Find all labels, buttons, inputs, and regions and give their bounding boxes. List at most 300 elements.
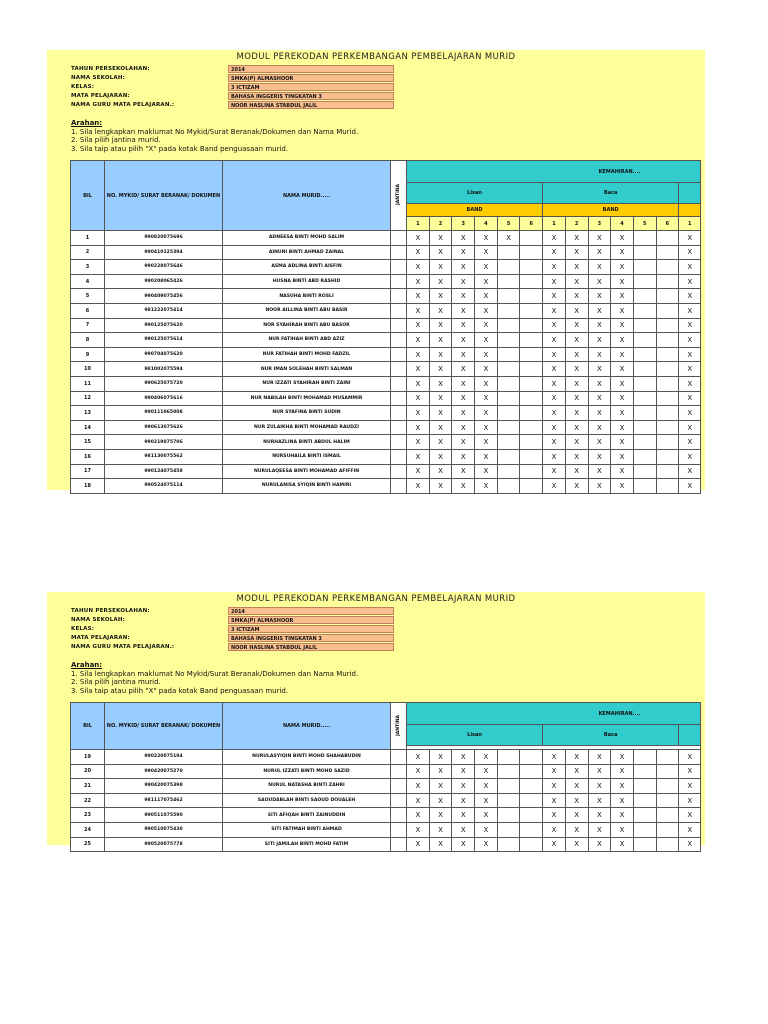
cell-band-lisan[interactable]: X: [407, 260, 430, 275]
cell-mykid[interactable]: 990219075706: [105, 435, 223, 450]
cell-band-lisan[interactable]: [497, 822, 520, 837]
cell-nama[interactable]: SITI FATIMAH BINTI AHMAD: [223, 822, 391, 837]
cell-band-lisan[interactable]: X: [475, 347, 498, 362]
cell-nama[interactable]: NUR NABILAH BINTI MOHAMAD MUSAMMIR: [223, 391, 391, 406]
cell-band-lisan[interactable]: [520, 245, 543, 260]
cell-band-baca[interactable]: [656, 779, 679, 794]
cell-band-lisan[interactable]: X: [407, 822, 430, 837]
cell-band-lisan[interactable]: X: [475, 764, 498, 779]
cell-band-lisan[interactable]: X: [407, 231, 430, 246]
cell-nama[interactable]: NURHAZLINA BINTI ABDUL HALIM: [223, 435, 391, 450]
cell-mykid[interactable]: 981130075562: [105, 449, 223, 464]
cell-nama[interactable]: NUR IMAN SOLEHAH BINTI SALMAN: [223, 362, 391, 377]
cell-band-baca[interactable]: X: [565, 347, 588, 362]
cell-jantina[interactable]: [391, 822, 407, 837]
cell-band-baca[interactable]: [633, 837, 656, 852]
cell-jantina[interactable]: [391, 406, 407, 421]
cell-band-baca[interactable]: [656, 318, 679, 333]
cell-band-baca[interactable]: X: [543, 435, 566, 450]
cell-band-baca[interactable]: X: [565, 464, 588, 479]
cell-band-lisan[interactable]: [497, 318, 520, 333]
cell-nama[interactable]: NOR SYAHIRAH BINTI ABU BASOR: [223, 318, 391, 333]
cell-band-baca[interactable]: X: [611, 333, 634, 348]
cell-mykid[interactable]: 990511075590: [105, 808, 223, 823]
cell-band-baca[interactable]: X: [611, 362, 634, 377]
cell-band-baca[interactable]: [656, 260, 679, 275]
cell-band-baca[interactable]: X: [565, 391, 588, 406]
cell-band-baca[interactable]: [656, 750, 679, 765]
cell-band-lisan[interactable]: X: [429, 464, 452, 479]
cell-band-lisan[interactable]: X: [452, 779, 475, 794]
cell-band-baca[interactable]: [633, 822, 656, 837]
cell-band-extra[interactable]: X: [679, 347, 701, 362]
cell-jantina[interactable]: [391, 347, 407, 362]
info-value-sekolah[interactable]: SMKA(P) ALMASHOOR: [228, 616, 394, 624]
cell-band-baca[interactable]: [633, 808, 656, 823]
info-value-tahun[interactable]: 2014: [228, 607, 394, 615]
cell-band-baca[interactable]: X: [588, 347, 611, 362]
cell-band-lisan[interactable]: [497, 435, 520, 450]
cell-band-baca[interactable]: X: [588, 808, 611, 823]
cell-band-lisan[interactable]: X: [407, 303, 430, 318]
cell-band-lisan[interactable]: X: [452, 231, 475, 246]
cell-band-lisan[interactable]: X: [475, 362, 498, 377]
cell-band-baca[interactable]: [656, 449, 679, 464]
cell-band-lisan[interactable]: [520, 376, 543, 391]
cell-band-baca[interactable]: X: [543, 793, 566, 808]
cell-band-lisan[interactable]: X: [452, 764, 475, 779]
cell-band-lisan[interactable]: X: [407, 464, 430, 479]
cell-band-lisan[interactable]: X: [475, 406, 498, 421]
cell-band-baca[interactable]: X: [565, 274, 588, 289]
cell-band-lisan[interactable]: X: [429, 764, 452, 779]
cell-band-lisan[interactable]: X: [429, 406, 452, 421]
cell-band-baca[interactable]: X: [565, 318, 588, 333]
cell-band-lisan[interactable]: X: [452, 376, 475, 391]
cell-band-lisan[interactable]: X: [429, 245, 452, 260]
cell-band-lisan[interactable]: X: [407, 779, 430, 794]
cell-band-lisan[interactable]: X: [475, 449, 498, 464]
cell-band-baca[interactable]: [633, 391, 656, 406]
cell-jantina[interactable]: [391, 362, 407, 377]
cell-nama[interactable]: NUR FATIHAH BINTI MOHD FADZIL: [223, 347, 391, 362]
cell-band-baca[interactable]: X: [611, 808, 634, 823]
info-value-tahun[interactable]: 2014: [228, 65, 394, 73]
cell-band-lisan[interactable]: X: [429, 435, 452, 450]
cell-nama[interactable]: ASMA ADLINA BINTI AISFIN: [223, 260, 391, 275]
cell-band-lisan[interactable]: [497, 420, 520, 435]
cell-band-baca[interactable]: X: [565, 231, 588, 246]
cell-band-baca[interactable]: X: [565, 406, 588, 421]
cell-band-baca[interactable]: X: [588, 750, 611, 765]
cell-band-baca[interactable]: X: [588, 479, 611, 494]
cell-band-baca[interactable]: X: [565, 479, 588, 494]
cell-band-baca[interactable]: [633, 793, 656, 808]
cell-band-baca[interactable]: X: [543, 274, 566, 289]
cell-band-lisan[interactable]: X: [475, 260, 498, 275]
cell-mykid[interactable]: 990228075646: [105, 260, 223, 275]
cell-mykid[interactable]: 990524075114: [105, 479, 223, 494]
cell-nama[interactable]: SITI JAMILAH BINTI MOHD FATIM: [223, 837, 391, 852]
cell-band-lisan[interactable]: [497, 391, 520, 406]
cell-band-baca[interactable]: [656, 464, 679, 479]
cell-band-baca[interactable]: X: [611, 303, 634, 318]
cell-jantina[interactable]: [391, 333, 407, 348]
cell-band-extra[interactable]: X: [679, 479, 701, 494]
cell-band-lisan[interactable]: [520, 303, 543, 318]
cell-band-baca[interactable]: [633, 274, 656, 289]
cell-jantina[interactable]: [391, 793, 407, 808]
cell-band-baca[interactable]: [656, 333, 679, 348]
cell-band-baca[interactable]: X: [611, 750, 634, 765]
cell-band-baca[interactable]: X: [588, 464, 611, 479]
cell-band-lisan[interactable]: X: [407, 793, 430, 808]
cell-band-lisan[interactable]: [520, 274, 543, 289]
cell-band-lisan[interactable]: X: [407, 479, 430, 494]
cell-jantina[interactable]: [391, 391, 407, 406]
cell-band-baca[interactable]: X: [565, 435, 588, 450]
cell-band-lisan[interactable]: X: [475, 479, 498, 494]
cell-band-baca[interactable]: X: [543, 318, 566, 333]
cell-band-baca[interactable]: [656, 808, 679, 823]
cell-band-baca[interactable]: X: [611, 435, 634, 450]
cell-band-baca[interactable]: X: [565, 260, 588, 275]
cell-band-lisan[interactable]: X: [407, 274, 430, 289]
cell-band-baca[interactable]: X: [543, 376, 566, 391]
cell-band-baca[interactable]: X: [588, 303, 611, 318]
cell-band-lisan[interactable]: [520, 420, 543, 435]
cell-band-extra[interactable]: X: [679, 779, 701, 794]
cell-band-baca[interactable]: X: [543, 464, 566, 479]
cell-mykid[interactable]: 990125075620: [105, 318, 223, 333]
cell-band-baca[interactable]: X: [565, 289, 588, 304]
cell-band-baca[interactable]: [656, 435, 679, 450]
cell-band-baca[interactable]: X: [611, 318, 634, 333]
cell-band-lisan[interactable]: X: [452, 333, 475, 348]
cell-band-extra[interactable]: X: [679, 260, 701, 275]
cell-jantina[interactable]: [391, 435, 407, 450]
cell-band-baca[interactable]: [633, 764, 656, 779]
cell-band-lisan[interactable]: [520, 318, 543, 333]
cell-band-baca[interactable]: X: [588, 376, 611, 391]
cell-band-baca[interactable]: [633, 333, 656, 348]
cell-band-baca[interactable]: X: [588, 362, 611, 377]
cell-nama[interactable]: NUR ZULAIKHA BINTI MOHAMAD RAUDZI: [223, 420, 391, 435]
cell-band-lisan[interactable]: [497, 274, 520, 289]
cell-nama[interactable]: NURULANISA SYIQIN BINTI HAMIRI: [223, 479, 391, 494]
cell-band-lisan[interactable]: X: [475, 750, 498, 765]
cell-band-lisan[interactable]: [497, 779, 520, 794]
cell-jantina[interactable]: [391, 449, 407, 464]
cell-band-lisan[interactable]: X: [452, 420, 475, 435]
cell-band-lisan[interactable]: X: [429, 260, 452, 275]
cell-band-lisan[interactable]: X: [407, 245, 430, 260]
cell-band-baca[interactable]: X: [543, 245, 566, 260]
cell-nama[interactable]: NURULASYIQIN BINTI MOHD SHAHABUDIN: [223, 750, 391, 765]
cell-band-lisan[interactable]: X: [475, 274, 498, 289]
cell-band-lisan[interactable]: X: [452, 750, 475, 765]
cell-band-lisan[interactable]: [520, 764, 543, 779]
cell-band-lisan[interactable]: X: [452, 464, 475, 479]
cell-band-extra[interactable]: X: [679, 376, 701, 391]
cell-nama[interactable]: NURULAQEESA BINTI MOHAMAD AFIFFIN: [223, 464, 391, 479]
cell-band-lisan[interactable]: X: [452, 808, 475, 823]
cell-band-lisan[interactable]: X: [429, 793, 452, 808]
cell-band-baca[interactable]: X: [588, 779, 611, 794]
cell-band-baca[interactable]: X: [611, 289, 634, 304]
cell-band-lisan[interactable]: X: [475, 779, 498, 794]
cell-band-lisan[interactable]: X: [429, 347, 452, 362]
cell-band-lisan[interactable]: X: [429, 231, 452, 246]
cell-band-baca[interactable]: [656, 289, 679, 304]
cell-band-lisan[interactable]: X: [475, 837, 498, 852]
cell-band-lisan[interactable]: X: [429, 274, 452, 289]
cell-band-lisan[interactable]: [497, 303, 520, 318]
cell-band-baca[interactable]: [633, 750, 656, 765]
cell-band-baca[interactable]: [656, 245, 679, 260]
cell-band-lisan[interactable]: X: [429, 391, 452, 406]
cell-band-baca[interactable]: X: [565, 750, 588, 765]
cell-band-lisan[interactable]: X: [475, 435, 498, 450]
cell-band-lisan[interactable]: [520, 435, 543, 450]
cell-band-baca[interactable]: X: [565, 420, 588, 435]
info-value-guru[interactable]: NOOR HASLINA STABDUL JALIL: [228, 101, 394, 109]
cell-band-baca[interactable]: X: [565, 333, 588, 348]
cell-band-lisan[interactable]: [497, 406, 520, 421]
cell-band-lisan[interactable]: [497, 764, 520, 779]
cell-jantina[interactable]: [391, 318, 407, 333]
cell-band-lisan[interactable]: [497, 479, 520, 494]
cell-mykid[interactable]: 990510075430: [105, 822, 223, 837]
cell-band-baca[interactable]: X: [611, 779, 634, 794]
cell-band-lisan[interactable]: [497, 464, 520, 479]
cell-band-baca[interactable]: X: [611, 793, 634, 808]
cell-jantina[interactable]: [391, 479, 407, 494]
cell-band-extra[interactable]: X: [679, 449, 701, 464]
cell-band-lisan[interactable]: [520, 837, 543, 852]
cell-band-baca[interactable]: [656, 347, 679, 362]
cell-jantina[interactable]: [391, 837, 407, 852]
cell-band-extra[interactable]: X: [679, 420, 701, 435]
cell-nama[interactable]: NUR IZZATI SYAHIRAH BINTI ZAINI: [223, 376, 391, 391]
cell-band-lisan[interactable]: X: [452, 289, 475, 304]
cell-band-baca[interactable]: X: [543, 391, 566, 406]
cell-band-baca[interactable]: X: [611, 837, 634, 852]
cell-band-lisan[interactable]: [520, 347, 543, 362]
cell-band-extra[interactable]: X: [679, 764, 701, 779]
cell-mykid[interactable]: 990420075398: [105, 779, 223, 794]
cell-band-baca[interactable]: X: [565, 793, 588, 808]
cell-band-baca[interactable]: [633, 362, 656, 377]
cell-band-extra[interactable]: X: [679, 391, 701, 406]
cell-band-lisan[interactable]: X: [407, 764, 430, 779]
cell-band-lisan[interactable]: X: [452, 260, 475, 275]
cell-band-baca[interactable]: X: [588, 231, 611, 246]
cell-band-baca[interactable]: X: [543, 289, 566, 304]
cell-band-baca[interactable]: [633, 479, 656, 494]
cell-band-lisan[interactable]: [520, 793, 543, 808]
cell-band-baca[interactable]: X: [565, 376, 588, 391]
cell-band-baca[interactable]: X: [588, 435, 611, 450]
cell-band-lisan[interactable]: X: [475, 231, 498, 246]
cell-band-baca[interactable]: [656, 822, 679, 837]
cell-band-baca[interactable]: [633, 435, 656, 450]
cell-band-lisan[interactable]: X: [407, 449, 430, 464]
cell-band-lisan[interactable]: X: [407, 347, 430, 362]
cell-band-baca[interactable]: [656, 479, 679, 494]
cell-band-baca[interactable]: [633, 260, 656, 275]
cell-nama[interactable]: NASUHA BINTI ROSLI: [223, 289, 391, 304]
cell-band-lisan[interactable]: [520, 822, 543, 837]
cell-band-lisan[interactable]: [520, 289, 543, 304]
cell-band-lisan[interactable]: X: [429, 808, 452, 823]
cell-band-extra[interactable]: X: [679, 274, 701, 289]
cell-band-lisan[interactable]: X: [407, 376, 430, 391]
cell-band-extra[interactable]: X: [679, 793, 701, 808]
cell-jantina[interactable]: [391, 808, 407, 823]
cell-band-lisan[interactable]: [497, 347, 520, 362]
cell-nama[interactable]: ADNEESA BINTI MOHD SALIM: [223, 231, 391, 246]
cell-band-lisan[interactable]: X: [497, 231, 520, 246]
cell-band-baca[interactable]: X: [588, 449, 611, 464]
cell-nama[interactable]: HUSNA BINTI ABD RASHID: [223, 274, 391, 289]
cell-mykid[interactable]: 990124075458: [105, 464, 223, 479]
cell-band-lisan[interactable]: X: [475, 303, 498, 318]
cell-nama[interactable]: SAOUDABLAH BINTI SAOUD DOUALEH: [223, 793, 391, 808]
cell-band-baca[interactable]: X: [611, 274, 634, 289]
cell-nama[interactable]: NURUL IZZATI BINTI MOHD SAZID: [223, 764, 391, 779]
cell-band-extra[interactable]: X: [679, 435, 701, 450]
cell-band-lisan[interactable]: X: [429, 333, 452, 348]
cell-band-lisan[interactable]: X: [407, 406, 430, 421]
cell-band-lisan[interactable]: [520, 406, 543, 421]
cell-mykid[interactable]: 981002075594: [105, 362, 223, 377]
cell-band-baca[interactable]: X: [588, 260, 611, 275]
cell-band-baca[interactable]: X: [588, 245, 611, 260]
cell-band-lisan[interactable]: X: [407, 289, 430, 304]
cell-band-baca[interactable]: X: [588, 822, 611, 837]
cell-band-baca[interactable]: X: [543, 406, 566, 421]
cell-band-baca[interactable]: [656, 376, 679, 391]
cell-band-lisan[interactable]: X: [452, 837, 475, 852]
cell-band-extra[interactable]: X: [679, 303, 701, 318]
cell-band-lisan[interactable]: X: [429, 822, 452, 837]
cell-band-lisan[interactable]: X: [452, 406, 475, 421]
cell-band-baca[interactable]: X: [588, 289, 611, 304]
cell-band-lisan[interactable]: X: [452, 347, 475, 362]
cell-band-baca[interactable]: [656, 303, 679, 318]
cell-band-baca[interactable]: [656, 231, 679, 246]
cell-band-baca[interactable]: X: [588, 764, 611, 779]
cell-band-baca[interactable]: [656, 837, 679, 852]
cell-band-lisan[interactable]: X: [452, 362, 475, 377]
cell-band-baca[interactable]: [633, 231, 656, 246]
cell-band-baca[interactable]: [633, 376, 656, 391]
cell-band-lisan[interactable]: [497, 333, 520, 348]
cell-band-lisan[interactable]: X: [429, 449, 452, 464]
cell-band-extra[interactable]: X: [679, 333, 701, 348]
cell-jantina[interactable]: [391, 464, 407, 479]
cell-mykid[interactable]: 990704075620: [105, 347, 223, 362]
cell-band-lisan[interactable]: X: [407, 420, 430, 435]
cell-band-baca[interactable]: X: [588, 793, 611, 808]
cell-band-lisan[interactable]: X: [452, 479, 475, 494]
cell-band-lisan[interactable]: X: [475, 808, 498, 823]
info-value-kelas[interactable]: 3 ICTIZAM: [228, 83, 394, 91]
cell-band-lisan[interactable]: [520, 260, 543, 275]
cell-band-lisan[interactable]: [520, 750, 543, 765]
cell-band-baca[interactable]: X: [543, 764, 566, 779]
cell-band-baca[interactable]: [656, 391, 679, 406]
info-value-mata-pelajaran[interactable]: BAHASA INGGERIS TINGKATAN 3: [228, 92, 394, 100]
cell-band-baca[interactable]: X: [611, 376, 634, 391]
cell-band-baca[interactable]: X: [565, 245, 588, 260]
cell-nama[interactable]: NUR SYAFINA BINTI SUDIN: [223, 406, 391, 421]
cell-band-lisan[interactable]: [520, 333, 543, 348]
info-value-guru[interactable]: NOOR HASLINA STABDUL JALIL: [228, 643, 394, 651]
cell-band-lisan[interactable]: X: [452, 822, 475, 837]
cell-band-baca[interactable]: X: [588, 420, 611, 435]
cell-band-extra[interactable]: X: [679, 362, 701, 377]
cell-band-lisan[interactable]: X: [475, 376, 498, 391]
cell-band-lisan[interactable]: X: [452, 793, 475, 808]
cell-band-lisan[interactable]: X: [429, 289, 452, 304]
cell-band-baca[interactable]: X: [611, 479, 634, 494]
cell-band-lisan[interactable]: X: [475, 289, 498, 304]
cell-nama[interactable]: NURSUHAILA BINTI ISMAIL: [223, 449, 391, 464]
cell-mykid[interactable]: 990420075270: [105, 764, 223, 779]
cell-band-baca[interactable]: [656, 793, 679, 808]
cell-band-extra[interactable]: X: [679, 822, 701, 837]
cell-band-baca[interactable]: X: [543, 303, 566, 318]
cell-band-lisan[interactable]: [520, 449, 543, 464]
cell-band-baca[interactable]: X: [543, 333, 566, 348]
cell-mykid[interactable]: 990520075778: [105, 837, 223, 852]
cell-band-lisan[interactable]: X: [429, 376, 452, 391]
cell-band-lisan[interactable]: X: [429, 420, 452, 435]
cell-mykid[interactable]: 990406075616: [105, 391, 223, 406]
cell-mykid[interactable]: 990410125394: [105, 245, 223, 260]
cell-band-baca[interactable]: [633, 420, 656, 435]
cell-nama[interactable]: NOOR AILLINA BINTI ABU BASIR: [223, 303, 391, 318]
cell-band-lisan[interactable]: X: [452, 391, 475, 406]
cell-band-baca[interactable]: [633, 449, 656, 464]
cell-nama[interactable]: NURUL NATASHA BINTI ZAHRI: [223, 779, 391, 794]
cell-band-lisan[interactable]: [497, 837, 520, 852]
cell-nama[interactable]: AINUNI BINTI AHMAD ZAINAL: [223, 245, 391, 260]
cell-mykid[interactable]: 990125075614: [105, 333, 223, 348]
cell-band-lisan[interactable]: X: [407, 837, 430, 852]
cell-mykid[interactable]: 990220075194: [105, 750, 223, 765]
cell-band-lisan[interactable]: X: [429, 479, 452, 494]
cell-band-baca[interactable]: X: [565, 362, 588, 377]
cell-band-baca[interactable]: X: [543, 362, 566, 377]
cell-band-lisan[interactable]: [520, 391, 543, 406]
cell-band-baca[interactable]: X: [611, 822, 634, 837]
cell-band-lisan[interactable]: X: [475, 420, 498, 435]
cell-band-baca[interactable]: X: [565, 303, 588, 318]
cell-band-baca[interactable]: [656, 406, 679, 421]
cell-jantina[interactable]: [391, 289, 407, 304]
cell-band-baca[interactable]: X: [543, 231, 566, 246]
cell-band-lisan[interactable]: X: [475, 464, 498, 479]
cell-band-lisan[interactable]: X: [407, 362, 430, 377]
cell-band-lisan[interactable]: [497, 260, 520, 275]
cell-band-lisan[interactable]: X: [429, 837, 452, 852]
cell-band-lisan[interactable]: [497, 245, 520, 260]
cell-band-lisan[interactable]: X: [452, 449, 475, 464]
cell-band-lisan[interactable]: X: [407, 333, 430, 348]
